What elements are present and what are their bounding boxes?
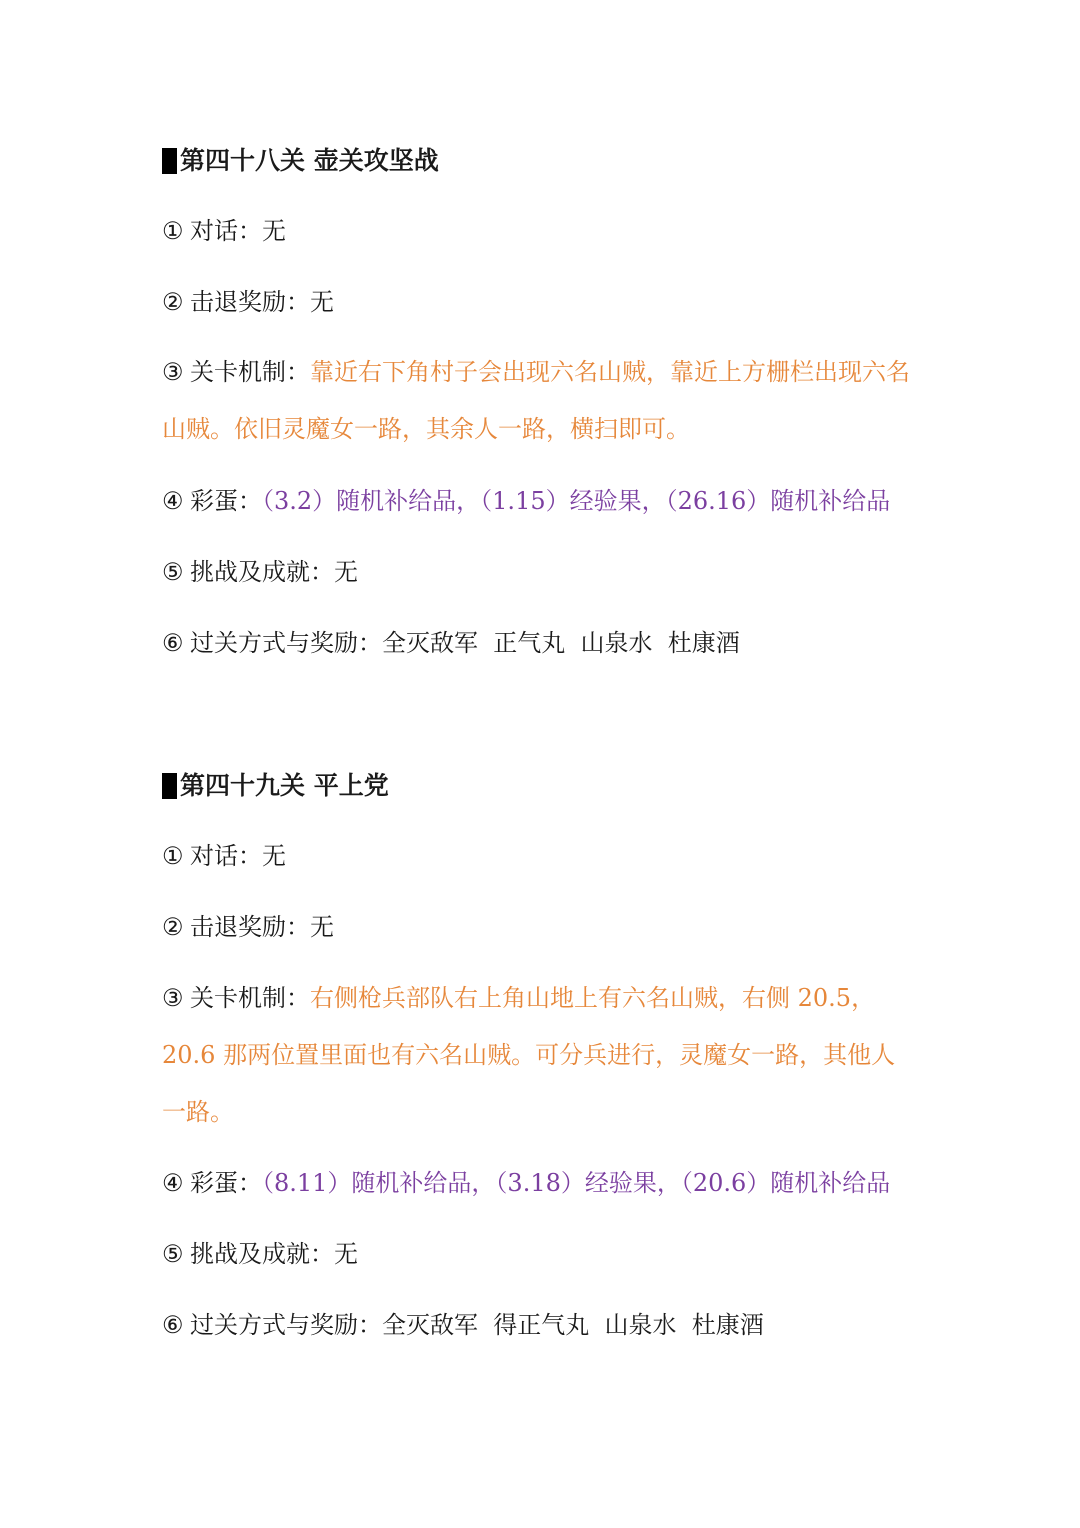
item-label: 对话： (190, 842, 262, 870)
black-square-icon (162, 148, 177, 174)
item-label: 击退奖励： (190, 288, 310, 316)
easter-egg-text: （3.2）随机补给品，（1.15）经验果，（26.16）随机补给品 (262, 487, 891, 515)
repel-reward-line (162, 910, 334, 944)
item-value: 全灭敌军 正气丸 山泉水 杜康酒 (382, 629, 740, 657)
mechanic-paragraph (162, 970, 914, 1141)
easter-egg-line (162, 484, 890, 518)
challenge-line (162, 555, 358, 589)
item-number: ⑥ (162, 629, 184, 657)
item-label: 关卡机制： (190, 358, 310, 386)
challenge-line (162, 1237, 358, 1271)
clear-reward-line (162, 1308, 764, 1342)
repel-reward-line (162, 285, 334, 319)
dialogue-line (162, 214, 286, 248)
item-label: 彩蛋： (190, 487, 262, 515)
item-label: 彩蛋： (190, 1169, 262, 1197)
mechanic-text: 右侧枪兵部队右上角山地上有六名山贼，右侧 20.5，20.6 那两位置里面也有六名山贼。可分兵进行，灵魔女一路，其他人一路。 (162, 984, 896, 1126)
dialogue-line (162, 839, 286, 873)
item-value: 无 (334, 558, 358, 586)
easter-egg-text: （8.11）随机补给品，（3.18）经验果，（20.6）随机补给品 (262, 1169, 891, 1197)
item-number: ③ (162, 984, 184, 1012)
level-heading (162, 771, 389, 801)
item-label: 挑战及成就： (190, 1240, 334, 1268)
level-heading (162, 146, 439, 176)
item-label: 对话： (190, 217, 262, 245)
item-number: ④ (162, 487, 184, 515)
item-label: 过关方式与奖励： (190, 1311, 382, 1339)
item-value: 无 (262, 842, 286, 870)
item-value: 无 (334, 1240, 358, 1268)
item-label: 过关方式与奖励： (190, 629, 382, 657)
item-number: ③ (162, 358, 184, 386)
easter-egg-line (162, 1166, 890, 1200)
mechanic-paragraph (162, 344, 914, 458)
black-square-icon (162, 773, 177, 799)
item-value: 无 (262, 217, 286, 245)
item-value: 全灭敌军 得正气丸 山泉水 杜康酒 (382, 1311, 764, 1339)
mechanic-text: 靠近右下角村子会出现六名山贼，靠近上方栅栏出现六名山贼。依旧灵魔女一路，其余人一路，横扫即可。 (162, 358, 910, 443)
item-number: ⑤ (162, 1240, 184, 1268)
item-number: ⑤ (162, 558, 184, 586)
item-label: 击退奖励： (190, 913, 310, 941)
item-number: ⑥ (162, 1311, 184, 1339)
item-label: 关卡机制： (190, 984, 310, 1012)
item-value: 无 (310, 288, 334, 316)
item-value: 无 (310, 913, 334, 941)
item-number: ① (162, 217, 184, 245)
item-number: ① (162, 842, 184, 870)
item-number: ② (162, 913, 184, 941)
item-number: ② (162, 288, 184, 316)
item-label: 挑战及成就： (190, 558, 334, 586)
item-number: ④ (162, 1169, 184, 1197)
clear-reward-line (162, 626, 740, 660)
level-title: 第四十九关 平上党 (180, 771, 389, 800)
level-title: 第四十八关 壶关攻坚战 (180, 146, 439, 175)
